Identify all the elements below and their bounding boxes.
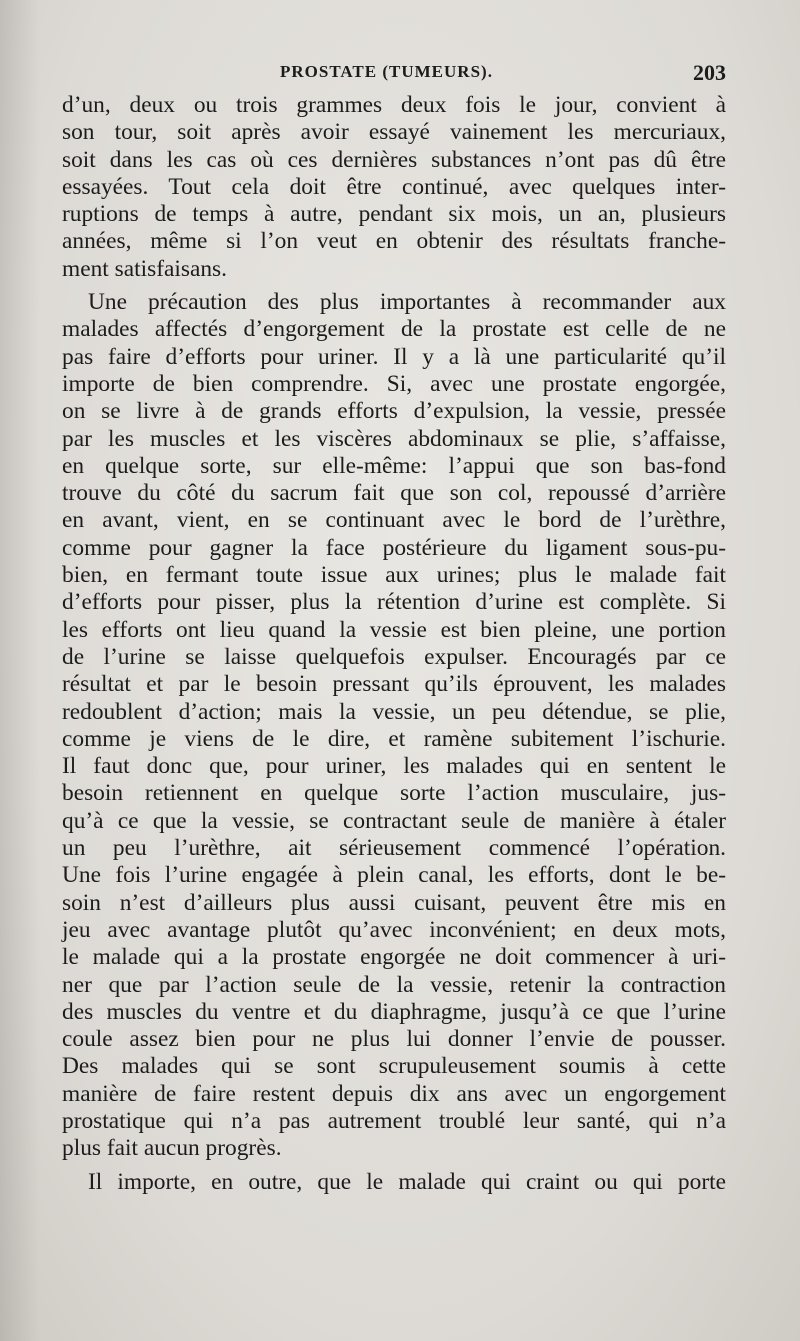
page-header [62,60,726,90]
text-line: Une précaution des plus importantes à recommander aux [88,289,726,316]
text-line: redoublent d’action; mais la vessie, un peu détendue, se plie, [62,698,726,725]
text-line: en quelque sorte, sur elle-même: l’appui que son bas-fond [62,452,726,479]
text-line: trouve du côté du sacrum fait que son col, repoussé d’arrière [62,480,726,507]
text-line: bien, en fermant toute issue aux urines; plus le malade fait [62,562,726,589]
text-line: Une fois l’urine engagée à plein canal, les efforts, dont le be- [62,862,726,889]
text-line: en avant, vient, en se continuant avec le bord de l’urèthre, [62,507,726,534]
text-line: d’un, deux ou trois grammes deux fois le jour, convient à [62,92,726,118]
text-line: ment satisfaisans. [62,255,228,282]
text-line: ruptions de temps à autre, pendant six mois, un an, plusieurs [62,201,726,228]
text-line: soit dans les cas où ces dernières substances n’ont pas dû être [62,146,726,173]
page-number: 203 [693,60,726,85]
page-body [62,92,726,1196]
text-line: jeu avec avantage plutôt qu’avec inconvénient; en deux mots, [62,916,726,943]
text-line: résultat et par le besoin pressant qu’ils éprouvent, les malades [62,671,726,698]
text-line: Il importe, en outre, que le malade qui craint ou qui porte [88,1168,726,1195]
text-line: ner que par l’action seule de la vessie, retenir la contraction [62,971,726,998]
text-line: Des malades qui se sont scrupuleusement soumis à cette [62,1053,726,1080]
text-line: prostatique qui n’a pas autrement troublé leur santé, qui n’a [62,1107,726,1134]
text-line: d’efforts pour pisser, plus la rétention d’urine est complète. Si [62,589,726,616]
text-line: coule assez bien pour ne plus lui donner l’envie de pousser. [62,1026,726,1053]
text-line: par les muscles et les viscères abdominaux se plie, s’affaisse, [62,425,726,452]
text-line: son tour, soit après avoir essayé vainement les mercuriaux, [62,119,726,146]
gutter-shadow [0,0,40,1341]
text-line: besoin retiennent en quelque sorte l’action musculaire, jus- [62,780,726,807]
text-line: malades affectés d’engorgement de la prostate est celle de ne [62,316,726,343]
running-title: PROSTATE (TUMEURS). [280,62,493,81]
text-line: les efforts ont lieu quand la vessie est bien pleine, une portion [62,616,726,643]
text-line: années, même si l’on veut en obtenir des résultats franche- [62,228,726,255]
text-line: manière de faire restent depuis dix ans avec un engorgement [62,1080,726,1107]
text-line: Il faut donc que, pour uriner, les malades qui en sentent le [62,753,726,780]
text-line: importe de bien comprendre. Si, avec une prostate engorgée, [62,370,726,397]
text-line: comme je viens de le dire, et ramène subitement l’ischurie. [62,725,726,752]
text-line: comme pour gagner la face postérieure du ligament sous-pu- [62,534,726,561]
text-line: on se livre à de grands efforts d’expulsion, la vessie, pressée [62,398,726,425]
text-line: plus fait aucun progrès. [62,1135,282,1162]
text-line: un peu l’urèthre, ait sérieusement commencé l’opération. [62,835,726,862]
text-line: le malade qui a la prostate engorgée ne doit commencer à uri- [62,944,726,971]
text-line: pas faire d’efforts pour uriner. Il y a là une particularité qu’il [62,343,726,370]
text-line: essayées. Tout cela doit être continué, avec quelques inter- [62,173,726,200]
text-line: soin n’est d’ailleurs plus aussi cuisant, peuvent être mis en [62,889,726,916]
text-line: des muscles du ventre et du diaphragme, jusqu’à ce que l’urine [62,998,726,1025]
text-line: qu’à ce que la vessie, se contractant seule de manière à étaler [62,807,726,834]
text-line: de l’urine se laisse quelquefois expulser. Encouragés par ce [62,643,726,670]
